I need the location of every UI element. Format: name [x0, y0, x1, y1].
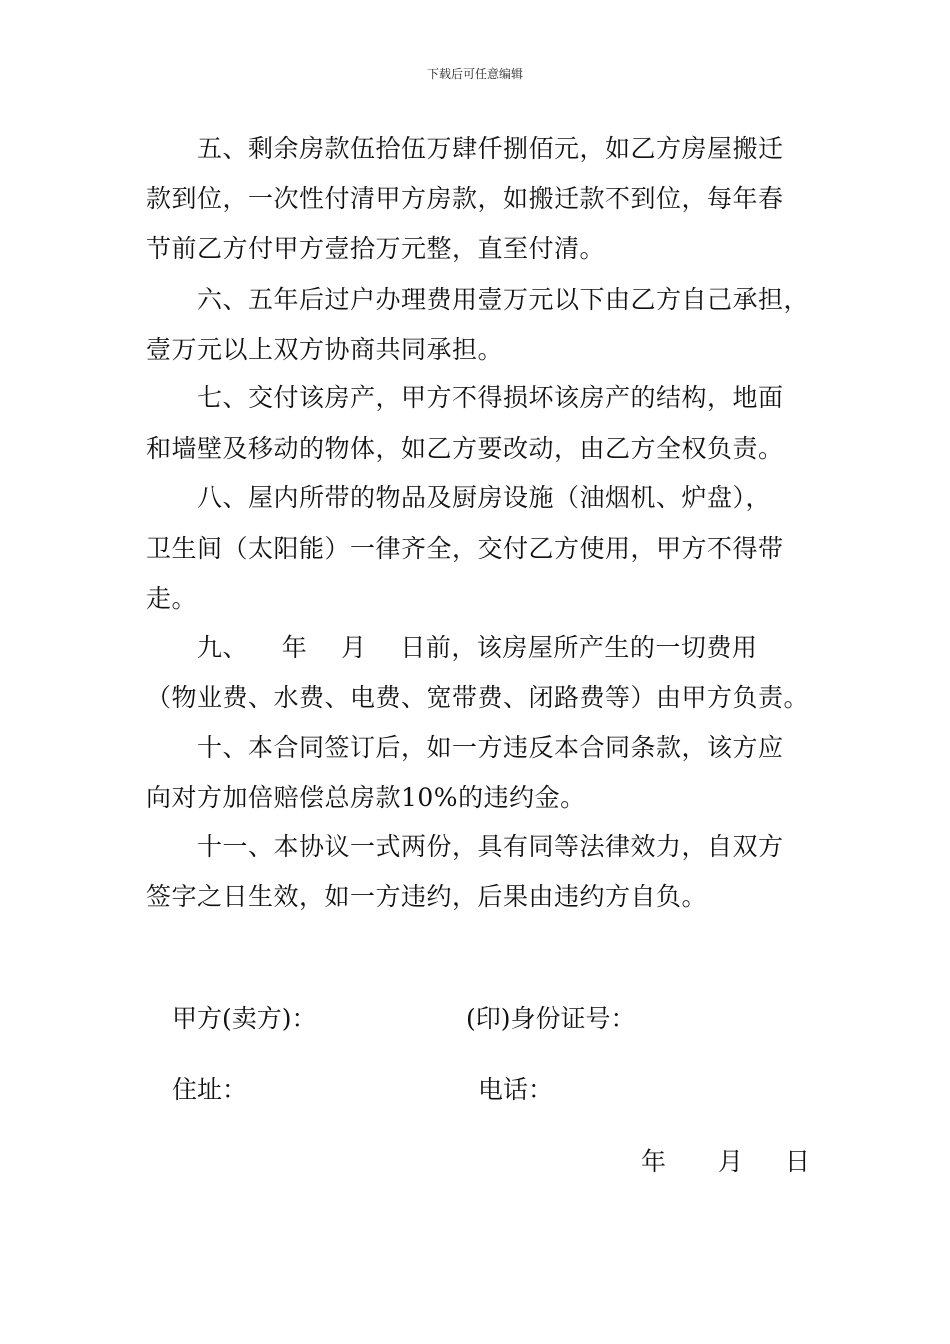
clause-line: 壹万元以上双方协商共同承担。: [146, 335, 504, 364]
clause-line: 八、屋内所带的物品及厨房设施（油烟机、炉盘），: [197, 483, 772, 512]
party-a-label: 甲方(卖方)：: [172, 1004, 317, 1033]
clause-line: 六、五年后过户办理费用壹万元以下由乙方自己承担，: [197, 285, 810, 314]
date-day-label: 日: [785, 1147, 811, 1176]
clause-line: 卫生间（太阳能）一律齐全，交付乙方使用，甲方不得带: [146, 534, 784, 563]
date-month-label: 月: [718, 1147, 744, 1176]
clause-line: 走。: [146, 584, 198, 613]
clause-line: 签字之日生效，如一方违约，后果由违约方自负。: [146, 882, 708, 911]
clause-line: 九、 年 月 日前，该房屋所产生的一切费用: [197, 633, 758, 662]
clause-line: 十、本合同签订后，如一方违反本合同条款，该方应: [197, 733, 784, 762]
address-label: 住址：: [172, 1075, 248, 1104]
clause-line: 十一、本协议一式两份，具有同等法律效力，自双方: [197, 832, 784, 861]
date-year-label: 年: [641, 1147, 667, 1176]
clause-line: 节前乙方付甲方壹拾万元整，直至付清。: [146, 234, 606, 263]
phone-label: 电话：: [478, 1075, 554, 1104]
clause-line: 款到位，一次性付清甲方房款，如搬迁款不到位，每年春: [146, 184, 784, 213]
clause-line: 向对方加倍赔偿总房款10%的违约金。: [146, 783, 586, 812]
clause-line: 五、剩余房款伍拾伍万肆仟捌佰元，如乙方房屋搬迁: [197, 134, 784, 163]
page-header-note: 下载后可任意编辑: [426, 67, 523, 81]
id-number-label: (印)身份证号：: [466, 1004, 636, 1033]
clause-line: 七、交付该房产，甲方不得损坏该房产的结构，地面: [197, 383, 784, 412]
clause-line: 和墙壁及移动的物体，如乙方要改动，由乙方全权负责。: [146, 434, 784, 463]
clause-line: （物业费、水费、电费、宽带费、闭路费等）由甲方负责。: [146, 683, 810, 712]
